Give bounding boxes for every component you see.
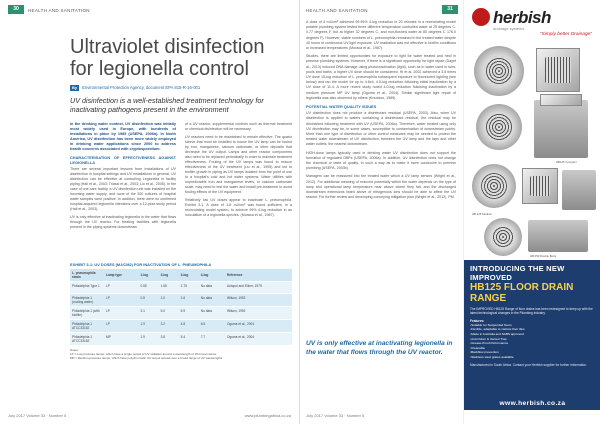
table-cell: Philadelphia 1 ATCC33152 bbox=[70, 320, 104, 333]
table-cell: Oguma et al., 2004 bbox=[225, 333, 292, 346]
uv-dose-table bbox=[70, 269, 292, 346]
sub-heading-effectiveness: CHARACTERISATION OF EFFECTIVENESS AGAINST LEGIONELLA bbox=[70, 155, 176, 165]
list-item: • Anti-Odour & Vented Trap bbox=[470, 337, 595, 342]
table-cell: 1.9 bbox=[138, 320, 158, 333]
brand-name: herbish bbox=[493, 8, 551, 27]
brand-slogan: "Simply better Drainage" bbox=[539, 32, 592, 37]
paragraph: UV reactors need to be maintained to remain effective. The quartz sleeve that must be installed to house the UV lamp can be fouled by iron, manganese, calcium carbonate, or other deposits that decrease the UV output. Lamps and other reactor components also need to be replaced periodically in order to maintain treatment effectiveness. Fouling of the UV lamps was found to reduce effectiveness of the UV treatment (Liu et al., 1995) and led to biofilm growth in piping as UV lamps isolated from the point of use to a hospital's cold and hot water systems. Water utilities with unpredictable iron and manganese levels, or calcium carbonate scale, may need to test the water and install pre-treatment to avoid fouling effects of the UV equipment. bbox=[185, 135, 292, 194]
table-cell: 3.1 bbox=[138, 307, 158, 320]
round-drain-image bbox=[474, 46, 524, 96]
round-grate-image bbox=[472, 164, 516, 208]
list-item: • Backflow prevention bbox=[470, 350, 595, 355]
herbish-logo bbox=[472, 8, 596, 38]
table-note: Notes: bbox=[70, 348, 79, 352]
table-cell: MP bbox=[104, 333, 138, 346]
table-cell: LP bbox=[104, 307, 138, 320]
table-cell: 5.4 bbox=[179, 333, 199, 346]
table-cell: Philadelphia 1 (with biofilm) bbox=[70, 307, 104, 320]
table-cell: 5.0 bbox=[159, 307, 179, 320]
table-cell: Wilson, 1992 bbox=[225, 294, 292, 307]
paragraph: Managers can be reassured into the treated water which a UV lamp senses (Wright et al., 2012). For additional meaning of reduced potentially within the water depends on the type of lamp and operational lamp temperature near above where they fall, and the discharged downstream extensions listed above of nitrogenous ions should be able to affect the UV reactor. For further review and developing conveying mitigation plan (Wright et al., 2012). PM bbox=[306, 174, 456, 200]
table-header: 1-log bbox=[138, 269, 158, 282]
table-cell: 4.8 bbox=[179, 320, 199, 333]
grate-pattern bbox=[484, 56, 514, 86]
table-cell: No data bbox=[199, 307, 225, 320]
product-caption: HB125 Compact bbox=[556, 160, 577, 164]
drain-body-image bbox=[534, 100, 588, 158]
table-cell: 1.65 bbox=[159, 282, 179, 294]
table-cell: Philadelphia 1 (cooling water) bbox=[70, 294, 104, 307]
section-header-right: HEALTH AND SANITATION bbox=[306, 8, 368, 13]
table-header: Reference bbox=[225, 269, 292, 282]
promo-footnote: Manufactured in South Africa. Contact your Herbish supplier for further information. bbox=[470, 362, 587, 367]
table-notes bbox=[70, 348, 292, 360]
left-column-1 bbox=[70, 122, 176, 233]
list-item: • Grease-Proof Performance bbox=[470, 341, 595, 346]
advert-website-link[interactable]: www.herbish.co.za bbox=[499, 400, 566, 407]
round-drain-image bbox=[484, 218, 522, 256]
list-item: • Flexible, adaptable to various floor tiles bbox=[470, 327, 595, 332]
square-drain-image bbox=[536, 48, 580, 92]
table-cell: 3.2 bbox=[159, 320, 179, 333]
table-cell: Philadelphia 1 ATCC33152 bbox=[70, 333, 104, 346]
list-item: • Suitable for Suspended floors bbox=[470, 323, 595, 328]
lead-paragraph: In the drinking water context, UV disinfection was initially most widely used in Europe, with hundreds of installations in place by 1985 (USEPA, 2006a). In North America, UV disinfection has been more widely employed in drinking water applications since 2000 to address health concerns associated with cryptosporidium. bbox=[70, 122, 176, 151]
footer-issue-right: July 2017 Volume 33 · Number 5 bbox=[306, 413, 365, 418]
sub-heading-water-quality: POTENTIAL WATER QUALITY ISSUES bbox=[306, 104, 377, 110]
footer-site-left: www.plumbingafrica.co.za bbox=[244, 413, 291, 418]
table-cell: LP bbox=[104, 320, 138, 333]
table-header: 4-log bbox=[199, 269, 225, 282]
paragraph: UV disinfection does not produce a disinfectant residual (USEPA, 2003). Also, when UV disinfection is applied to waters containing a disinfectant residual, the residual may be diminished following treatment with UV (USEPA, 2006a). Therefore, water treated using only UV disinfection may be, in some cases, susceptible to contamination of downstream points. More than one type of disinfection or other control measures may be needed to protect the treated water downstream of UV disinfection, between the UV lamp and the taps and other water outlets, the nearest downstream. bbox=[306, 111, 456, 147]
paragraph: Relatively low UV doses appear to inactivate L. pneumophila. Exhibit 3-1. A dose of 1-6 mJ/cm² was found sufficient, in a recirculating model system, to achieve 99% 4-log reduction in an inoculation of a legionella species. (Muraca et al., 1987). bbox=[185, 198, 292, 217]
right-column bbox=[306, 20, 456, 204]
right-page bbox=[300, 0, 600, 424]
table-cell: 3.8 bbox=[159, 333, 179, 346]
grate-pattern bbox=[492, 226, 515, 249]
promo-description: The IMPROVED HB125 Range of floor drains has been redesigned to keep up with the latest technological changes in the Plumbing industry. bbox=[470, 307, 593, 316]
grate-pattern bbox=[545, 57, 570, 82]
table-row bbox=[70, 333, 292, 346]
table-cell: 1.9 bbox=[138, 333, 158, 346]
grate-pattern bbox=[530, 176, 550, 196]
herbish-mark-icon bbox=[472, 8, 490, 26]
list-item: • Made in Australia and SABS approved bbox=[470, 332, 595, 337]
table-cell: 6.9 bbox=[179, 307, 199, 320]
grate-pattern bbox=[485, 113, 513, 141]
footer-issue-left: July 2017 Volume 33 · Number 5 bbox=[8, 413, 67, 418]
paragraph: UV is only effective at inactivating legionella in the water that flows through the UV reactor. For treating facilities with legionella present in the piping systems downstream bbox=[70, 215, 176, 229]
table-cell: Wilson, 1992 bbox=[225, 307, 292, 320]
list-item: • Cleanable bbox=[470, 346, 595, 351]
square-grate-image bbox=[522, 168, 558, 204]
table-header: Lamp type bbox=[104, 269, 138, 282]
page-number-left: 30 bbox=[8, 5, 24, 14]
features-list bbox=[464, 323, 600, 360]
brand-subtitle: drainage systems bbox=[493, 26, 525, 31]
grate-pattern bbox=[481, 173, 507, 199]
table-row bbox=[70, 294, 292, 307]
paragraph: A dose of 4 mJ/cm² achieved 99.95% 4-log reduction in 20 minutes in a recirculating model potable plumbing system tested three different temperature controlled water at 25 degrees C. 0.77 degrees F, but at higher 32 degrees C, and non-flushed water at 80 degrees C 176.0 degrees F). However, viable numbers of L. pneumophila remained in the treated water despite 40 hours of continuous UV light exposure. UV irradiation was not effective in biofilm conditions or increased temperatures (Muraca et al., 1987). bbox=[306, 20, 456, 51]
exhibit-caption: EXHIBIT 3-1: UV DOSES (MJ/CM2) FOR INACTIVATION OF L. PNEUMOPHILA bbox=[70, 262, 212, 267]
paragraph: HIGH-dose lamps typically used in drinking water UV disinfection does not support the formation of regulated DBPs (USEPA, 2006a). In addition, UV disinfection does not change the chemical or taste of quality. In such a way as to make it more conducive to premise plumbing (USEPA, 2003b). bbox=[306, 150, 456, 171]
paragraph: Studies, there are limited opportunities for exposure to light for water treated and held in premise plumbing systems. However, if there is a significant opportunity for light repair (Dayet al., 2013) induced DNA damage using photoreactivation (light), such as in water used in tubs, pools and baths, a higher UV dose should be considered. Hi et al. 2002 achieved a 3.6 times UV dose 10-log reduction of L. pneumophila subsequent exposure to fluorescent lighting (see below) and ran the model for up to 4.6x4, 4.5-log reduction following initial inactivation by a UV dose of 11.4. A more recent study noted 4.0-log reduction following inactivation by a medium pressure MP UV lamp (Oguma et al., 2004). Similar significant light repair of legionella was also observed by others (Knudson, 1985). bbox=[306, 54, 456, 100]
author-tag: By bbox=[72, 84, 78, 90]
table-cell: No data bbox=[199, 294, 225, 307]
table-cell: 6.5 bbox=[199, 320, 225, 333]
table-cell: 0.5 bbox=[138, 294, 158, 307]
product-caption: HB 125 Medium bbox=[472, 212, 493, 216]
table-note: LP = Low-pressure lamps, which have a single output of UV radiation around a wavelength of 254 nanometres bbox=[70, 352, 217, 356]
table-cell: LP bbox=[104, 282, 138, 294]
pull-quote: UV is only effective at inactivating legionella in the water that flows through the UV reactor. bbox=[306, 340, 453, 356]
double-body-image bbox=[528, 220, 588, 252]
table-cell: 2.75 bbox=[179, 282, 199, 294]
features-label: Features: bbox=[470, 318, 485, 323]
exhibit-table-block bbox=[70, 262, 292, 360]
table-cell: LP bbox=[104, 294, 138, 307]
author-bar bbox=[70, 84, 200, 91]
table-row bbox=[70, 307, 292, 320]
table-row bbox=[70, 320, 292, 333]
table-header: 2-log bbox=[159, 269, 179, 282]
table-note: MP = Medium-pressure lamps, which have polychromatic UV output spread over a broad range of UV wavelengths bbox=[70, 356, 223, 360]
table-cell: No data bbox=[199, 282, 225, 294]
drain-body-image bbox=[562, 170, 596, 210]
table-cell: Antopol and Ellner, 1979 bbox=[225, 282, 292, 294]
table-cell: 0.55 bbox=[138, 282, 158, 294]
table-header-row bbox=[70, 269, 292, 282]
article-title: Ultraviolet disinfection for legionella control bbox=[70, 36, 265, 80]
promo-box bbox=[464, 260, 600, 410]
table-cell: 7.7 bbox=[199, 333, 225, 346]
list-item: • Stainless steel grates available bbox=[470, 355, 595, 360]
paragraph: of a UV reactor, supplemental controls such as thermal treatment or chemical disinfection will be necessary. bbox=[185, 122, 292, 131]
page-number-right: 31 bbox=[442, 5, 458, 14]
round-grate-image bbox=[476, 104, 522, 150]
section-header-left: HEALTH AND SANITATION bbox=[28, 8, 90, 13]
table-cell: Philadelphia Type 1 bbox=[70, 282, 104, 294]
article-intro: UV disinfection is a well-established treatment technology for inactivating pathogens present in the environment bbox=[70, 96, 264, 114]
author-credit: Environmental Protection Agency, document EPA 815-R-16-001 bbox=[82, 85, 201, 90]
left-column-2 bbox=[185, 122, 292, 221]
table-header: L. pneumophila strain bbox=[70, 269, 104, 282]
table-row bbox=[70, 282, 292, 294]
product-caption: HB 250 Double Body bbox=[530, 254, 557, 258]
drain-top-image bbox=[540, 94, 582, 106]
herbish-advert[interactable] bbox=[463, 0, 600, 424]
promo-headline-2: HB125 FLOOR DRAIN RANGE bbox=[470, 282, 574, 304]
table-cell: Oguma et al., 2004 bbox=[225, 320, 292, 333]
brand-wordmark bbox=[493, 8, 551, 31]
table-header: 3-log bbox=[179, 269, 199, 282]
promo-headline-1: INTRODUCING THE NEW IMPROVED bbox=[470, 264, 565, 282]
paragraph: There are several important lessons from installations of UV disinfection in hospital settings and UV installations in general. UV disinfection can be effective at controlling Legionella in facility piping (Hall et al., 2003; Triassi et al., 2003; Liu et al., 2005). In the case of one care facility, a UV disinfection unit was installed on the incoming water supply, and none of the 300 cultures of hospital water samples were positive. In addition, there were no confirmed hospital-acquired legionella infections over a 12-year study period (Hall et al., 2003). bbox=[70, 167, 176, 211]
table-cell: 1.6 bbox=[179, 294, 199, 307]
table-cell: 1.0 bbox=[159, 294, 179, 307]
